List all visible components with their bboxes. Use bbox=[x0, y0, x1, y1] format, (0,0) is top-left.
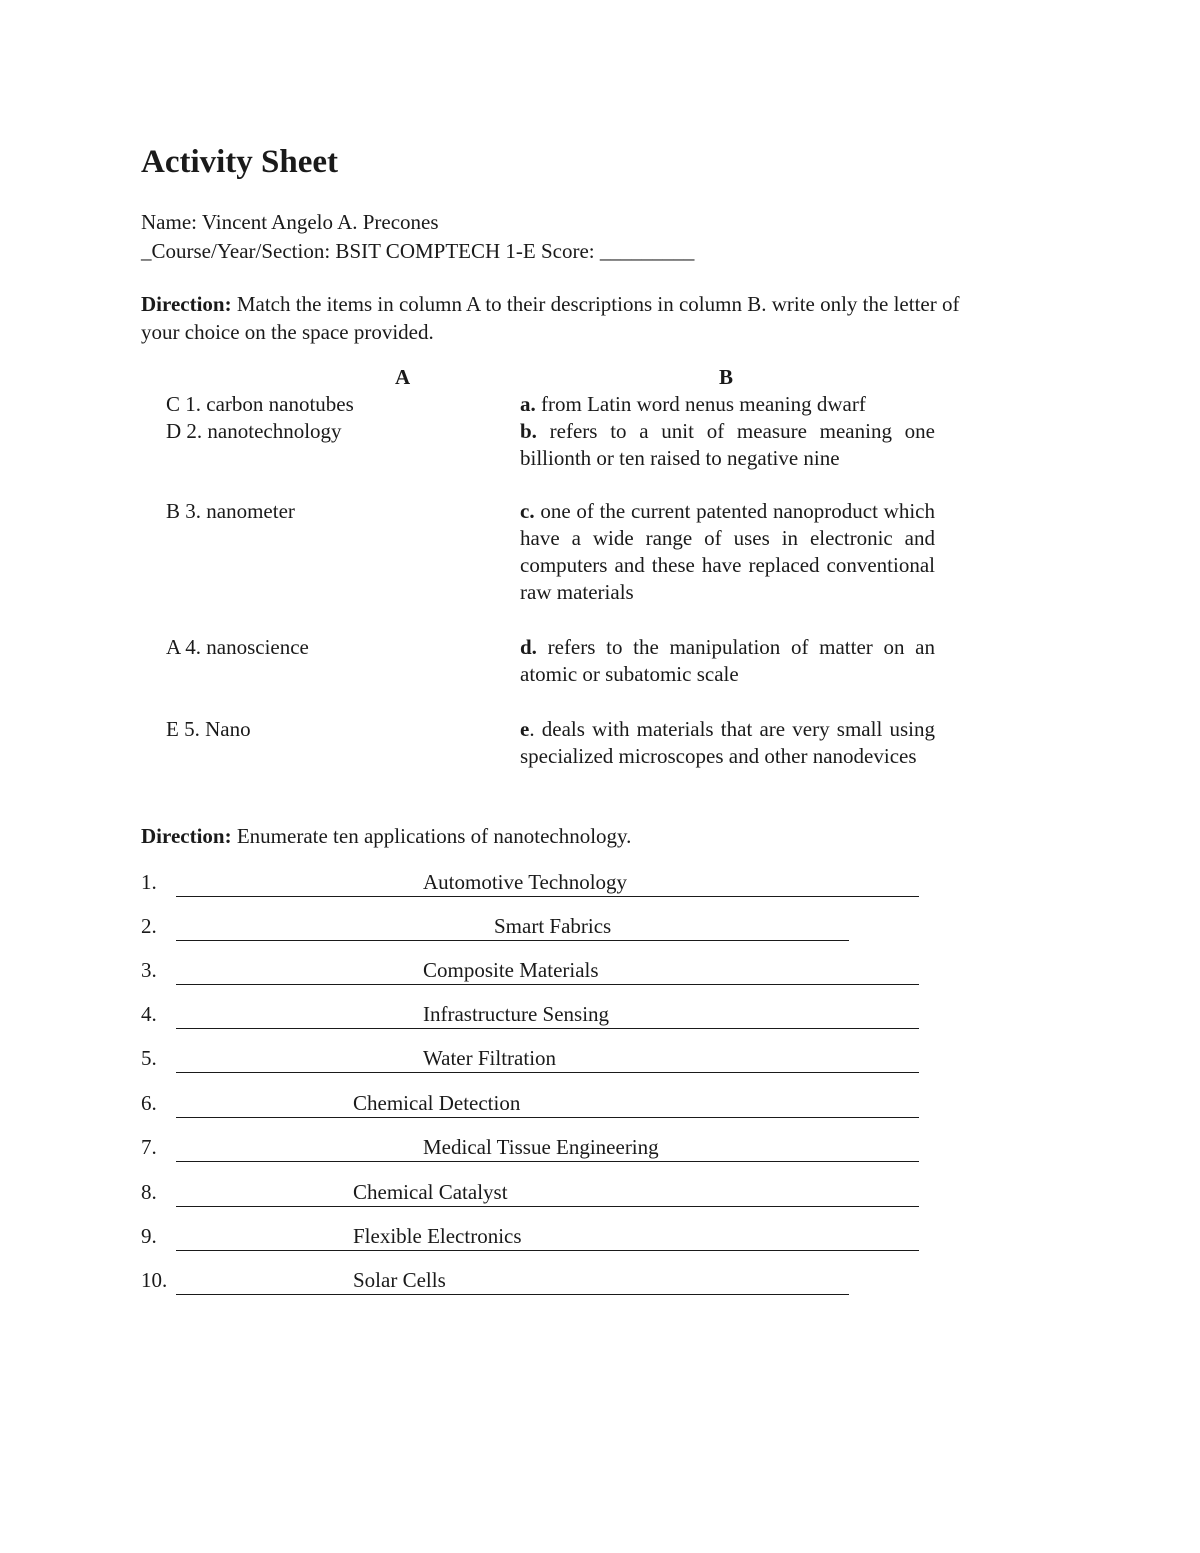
column-b-letter-a: a. bbox=[520, 392, 536, 416]
application-answer-line-3 bbox=[176, 957, 919, 985]
direction-2-text: Enumerate ten applications of nanotechnology. bbox=[236, 824, 632, 848]
column-b-text-c: one of the current patented nanoproduct which have a wide range of uses in electronic and computers and these have replaced conventional raw materials bbox=[520, 499, 936, 604]
column-a-header: A bbox=[395, 365, 411, 389]
column-b-text-e: . deals with materials that are very small using specialized microscopes and other nanodevices bbox=[520, 717, 935, 768]
application-answer-line-2 bbox=[176, 913, 849, 941]
column-b-text-a: from Latin word nenus meaning dwarf bbox=[541, 392, 866, 416]
application-answer-line-10 bbox=[176, 1267, 849, 1295]
column-b-text-b: refers to a unit of measure meaning one billionth or ten raised to negative nine bbox=[520, 419, 935, 470]
column-a-item-3: B 3. nanometer bbox=[166, 499, 295, 523]
column-a-item-1: C 1. carbon nanotubes bbox=[166, 392, 354, 416]
application-number-2: 2. bbox=[141, 914, 157, 938]
application-number-1: 1. bbox=[141, 870, 157, 894]
application-answer-line-9 bbox=[176, 1223, 919, 1251]
application-answer-8: Chemical Catalyst bbox=[353, 1180, 508, 1204]
direction-1-text-1: Match the items in column A to their descriptions in column B. write only the letter of bbox=[236, 292, 960, 316]
application-answer-line-6 bbox=[176, 1090, 919, 1118]
application-number-8: 8. bbox=[141, 1180, 157, 1204]
application-answer-7: Medical Tissue Engineering bbox=[423, 1135, 659, 1159]
application-number-10: 10. bbox=[141, 1268, 168, 1292]
direction-1-text-2: your choice on the space provided. bbox=[141, 320, 434, 344]
application-answer-2: Smart Fabrics bbox=[494, 914, 612, 938]
application-number-4: 4. bbox=[141, 1002, 157, 1026]
column-a-item-4: A 4. nanoscience bbox=[166, 635, 309, 659]
column-b-letter-c: c. bbox=[520, 499, 535, 523]
application-answer-3: Composite Materials bbox=[423, 958, 599, 982]
column-b-item-d bbox=[520, 634, 935, 688]
column-b-letter-e: e bbox=[520, 717, 530, 741]
application-answer-line-5 bbox=[176, 1045, 919, 1073]
application-answer-6: Chemical Detection bbox=[353, 1091, 521, 1115]
application-number-7: 7. bbox=[141, 1135, 157, 1159]
application-answer-4: Infrastructure Sensing bbox=[423, 1002, 610, 1026]
application-number-6: 6. bbox=[141, 1091, 157, 1115]
application-answer-9: Flexible Electronics bbox=[353, 1224, 522, 1248]
application-number-9: 9. bbox=[141, 1224, 157, 1248]
application-answer-line-4 bbox=[176, 1001, 919, 1029]
application-answer-line-1 bbox=[176, 869, 919, 897]
application-answer-1: Automotive Technology bbox=[423, 870, 628, 894]
application-answer-line-7 bbox=[176, 1134, 919, 1162]
application-number-3: 3. bbox=[141, 958, 157, 982]
column-b-header: B bbox=[719, 365, 734, 389]
column-b-item-e bbox=[520, 716, 935, 770]
course-section-score: _Course/Year/Section: BSIT COMPTECH 1-E Score: _________ bbox=[141, 239, 695, 263]
application-answer-line-8 bbox=[176, 1179, 919, 1207]
column-b-item-c bbox=[520, 498, 935, 606]
column-b-letter-b: b. bbox=[520, 419, 537, 443]
direction-1-label: Direction: bbox=[141, 292, 232, 316]
column-b-item-b bbox=[520, 418, 935, 472]
application-number-5: 5. bbox=[141, 1046, 157, 1070]
page-title: Activity Sheet bbox=[141, 144, 339, 180]
direction-1-line-1 bbox=[141, 291, 959, 318]
student-name: Name: Vincent Angelo A. Precones bbox=[141, 210, 439, 234]
column-a-item-2: D 2. nanotechnology bbox=[166, 419, 342, 443]
direction-2-label: Direction: bbox=[141, 824, 232, 848]
column-b-item-a bbox=[520, 391, 935, 418]
column-a-item-5: E 5. Nano bbox=[166, 717, 251, 741]
application-answer-5: Water Filtration bbox=[423, 1046, 557, 1070]
column-b-letter-d: d. bbox=[520, 635, 537, 659]
column-b-text-d: refers to the manipulation of matter on an atomic or subatomic scale bbox=[520, 635, 935, 686]
direction-2 bbox=[141, 823, 631, 850]
application-answer-10: Solar Cells bbox=[353, 1268, 446, 1292]
